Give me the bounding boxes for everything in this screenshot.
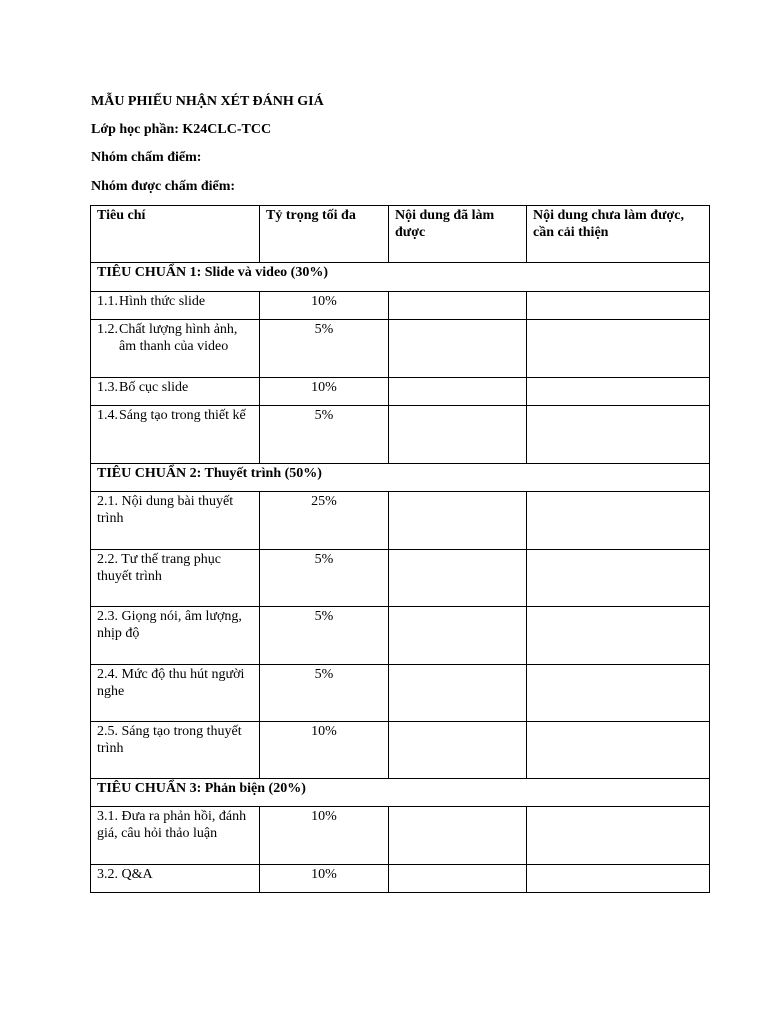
improve-cell[interactable]: [527, 665, 710, 722]
criterion-cell: [91, 378, 260, 406]
criterion-number: 1.2.: [97, 322, 118, 337]
criterion-text: Chất lượng hình ảnh, âm thanh của video: [119, 322, 238, 354]
criterion-cell: [91, 292, 260, 320]
done-cell[interactable]: [389, 378, 527, 406]
column-header-to-improve: Nội dung chưa làm được, cần cải thiện: [527, 206, 710, 263]
weight-cell: 10%: [260, 807, 389, 865]
table-row: [91, 807, 710, 865]
section-title: TIÊU CHUẨN 1: Slide và video (30%): [91, 263, 710, 292]
criterion-text: Sáng tạo trong thiết kế: [119, 408, 246, 423]
criterion-cell: 3.2. Q&A: [91, 865, 260, 893]
improve-cell[interactable]: [527, 406, 710, 464]
weight-cell: 5%: [260, 550, 389, 607]
criterion-cell: 2.1. Nội dung bài thuyết trình: [91, 492, 260, 550]
criterion-text: Bố cục slide: [119, 380, 189, 395]
improve-cell[interactable]: [527, 865, 710, 893]
criterion-number: 1.1.: [97, 294, 118, 309]
criterion-cell: 2.4. Mức độ thu hút người nghe: [91, 665, 260, 722]
form-title: MẪU PHIẾU NHẬN XÉT ĐÁNH GIÁ: [91, 94, 324, 109]
table-header-row: [91, 206, 710, 263]
table-row: [91, 320, 710, 378]
section-title: TIÊU CHUẨN 3: Phản biện (20%): [91, 779, 710, 807]
done-cell[interactable]: [389, 665, 527, 722]
criterion-cell: [91, 320, 260, 378]
criterion-cell: [91, 406, 260, 464]
table-row: [91, 607, 710, 665]
improve-cell[interactable]: [527, 492, 710, 550]
improve-cell[interactable]: [527, 607, 710, 665]
improve-cell[interactable]: [527, 550, 710, 607]
improve-cell[interactable]: [527, 292, 710, 320]
criterion-cell: 2.2. Tư thế trang phục thuyết trình: [91, 550, 260, 607]
improve-cell[interactable]: [527, 722, 710, 779]
criterion-cell: 2.5. Sáng tạo trong thuyết trình: [91, 722, 260, 779]
weight-cell: 10%: [260, 292, 389, 320]
done-cell[interactable]: [389, 807, 527, 865]
weight-cell: 5%: [260, 320, 389, 378]
column-header-done: Nội dung đã làm được: [389, 206, 527, 263]
done-cell[interactable]: [389, 550, 527, 607]
table-row: [91, 865, 710, 893]
done-cell[interactable]: [389, 292, 527, 320]
table-row: [91, 492, 710, 550]
weight-cell: 5%: [260, 607, 389, 665]
improve-cell[interactable]: [527, 378, 710, 406]
section-row: [91, 779, 710, 807]
evaluation-table: [90, 205, 710, 893]
weight-cell: 10%: [260, 865, 389, 893]
table-row: [91, 292, 710, 320]
column-header-criteria: Tiêu chí: [91, 206, 260, 263]
improve-cell[interactable]: [527, 320, 710, 378]
criterion-number: 1.4.: [97, 408, 118, 423]
criterion-text: Hình thức slide: [119, 294, 206, 309]
column-header-max-weight: Tỷ trọng tối đa: [260, 206, 389, 263]
improve-cell[interactable]: [527, 807, 710, 865]
table-row: [91, 665, 710, 722]
section-title: TIÊU CHUẨN 2: Thuyết trình (50%): [91, 464, 710, 492]
grading-group-label: Nhóm chấm điểm:: [91, 150, 202, 165]
weight-cell: 25%: [260, 492, 389, 550]
weight-cell: 10%: [260, 378, 389, 406]
done-cell[interactable]: [389, 607, 527, 665]
weight-cell: 5%: [260, 665, 389, 722]
criterion-cell: 2.3. Giọng nói, âm lượng, nhịp độ: [91, 607, 260, 665]
done-cell[interactable]: [389, 406, 527, 464]
section-row: [91, 263, 710, 292]
graded-group-label: Nhóm được chấm điểm:: [91, 179, 236, 194]
criterion-cell: 3.1. Đưa ra phản hồi, đánh giá, câu hỏi thảo luận: [91, 807, 260, 865]
table-row: [91, 722, 710, 779]
weight-cell: 5%: [260, 406, 389, 464]
class-line: Lớp học phần: K24CLC-TCC: [91, 122, 272, 137]
done-cell[interactable]: [389, 865, 527, 893]
table-row: [91, 378, 710, 406]
done-cell[interactable]: [389, 722, 527, 779]
table-row: [91, 406, 710, 464]
section-row: [91, 464, 710, 492]
table-row: [91, 550, 710, 607]
done-cell[interactable]: [389, 492, 527, 550]
weight-cell: 10%: [260, 722, 389, 779]
criterion-number: 1.3.: [97, 380, 118, 395]
done-cell[interactable]: [389, 320, 527, 378]
